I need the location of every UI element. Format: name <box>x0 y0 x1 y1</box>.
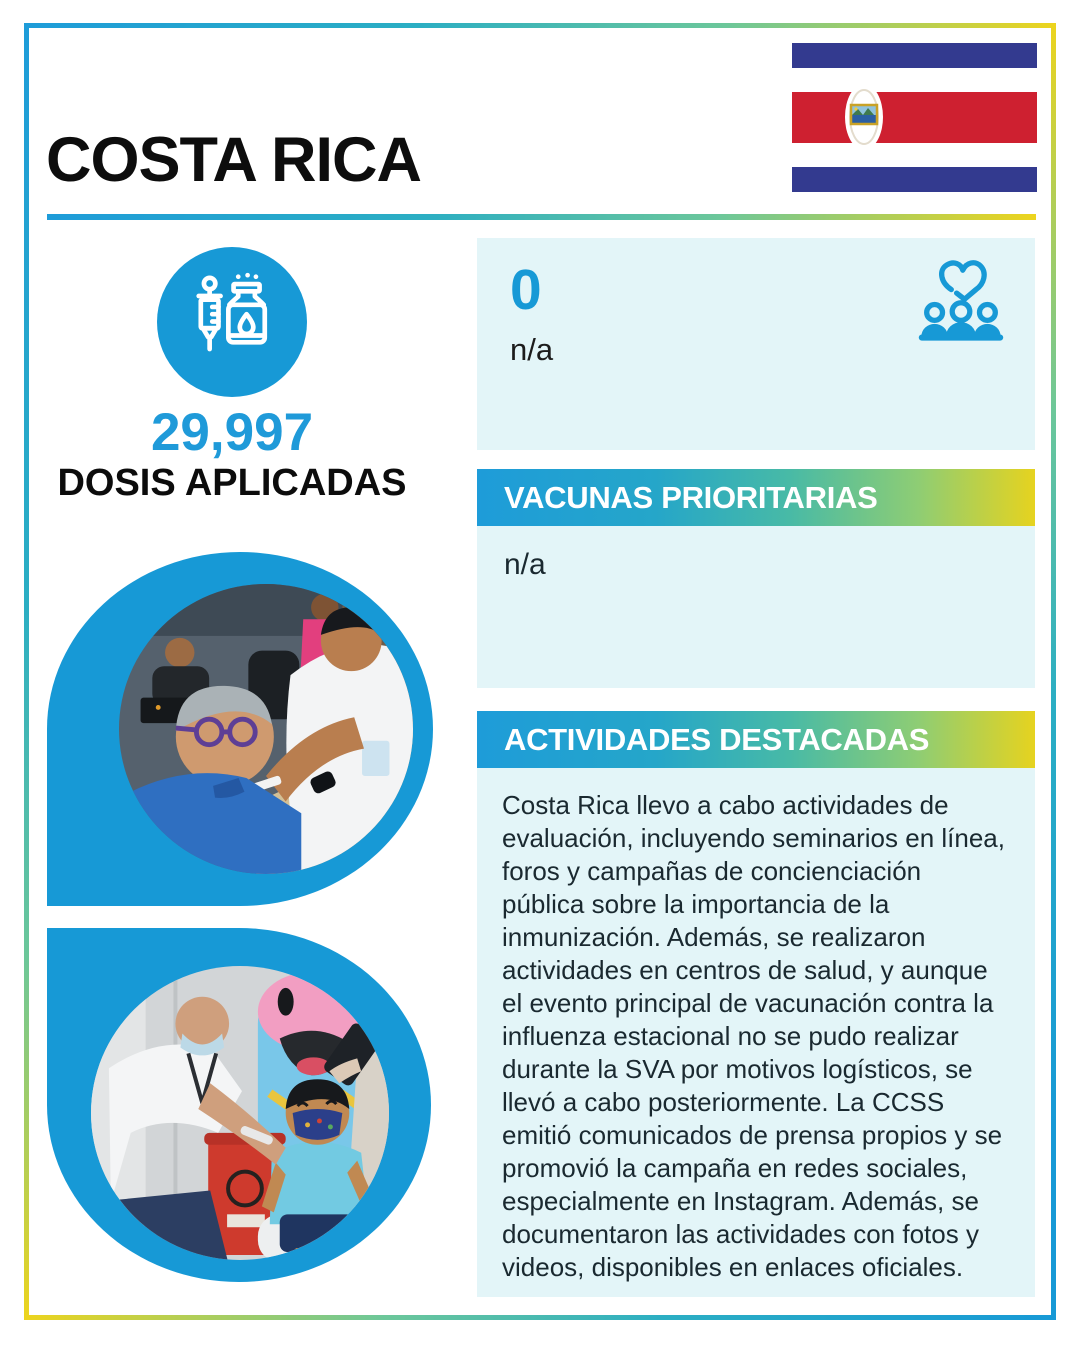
stat-value: 0 <box>510 258 542 322</box>
doses-value: 29,997 <box>150 403 314 462</box>
frame-border-bottom <box>24 1315 1056 1320</box>
flag-stripe-white-top <box>792 68 1037 93</box>
section-text: Costa Rica llevo a cabo actividades de evaluación, incluyendo seminarios en línea, foros y campañas de concienciación pública sobre la importancia de la inmunización. Además, se realizaron actividades en centros de salud, y aunque el evento principal de vacunación contra la influenza estacional no se pudo realizar durante la SVA por motivos logísticos, se llevó a cabo posteriormente. La CCSS emitió comunicados de prensa propios y se promovió la campaña en redes sociales, especialmente en Instagram. Además, se documentaron las actividades con fotos y videos, disponibles en enlaces oficiales. <box>502 790 1005 1282</box>
section-title: VACUNAS PRIORITARIAS <box>504 480 878 515</box>
syringe-vial-icon <box>180 266 284 378</box>
flag-coat-of-arms <box>844 82 884 152</box>
section-text: n/a <box>504 548 546 581</box>
section-header-vacunas-prioritarias <box>477 469 1035 526</box>
costa-rica-flag <box>792 43 1037 192</box>
doses-badge <box>157 247 307 397</box>
section-body-actividades-destacadas <box>477 768 1035 1297</box>
frame-border-top <box>24 23 1056 28</box>
doses-label: DOSIS APLICADAS <box>57 462 407 504</box>
header-divider <box>47 214 1036 220</box>
frame-border-right <box>1051 23 1056 1320</box>
flag-stripe-blue-top <box>792 43 1037 68</box>
photo-child-vaccination <box>91 966 389 1260</box>
reached-population-card <box>477 238 1035 450</box>
section-body-vacunas-prioritarias <box>477 526 1035 688</box>
photo-adult-vaccination <box>119 584 413 874</box>
photo-bubble-adult-vaccination <box>47 552 433 906</box>
frame-border-left <box>24 23 29 1320</box>
section-title: ACTIVIDADES DESTACADAS <box>504 722 930 757</box>
page-title: COSTA RICA <box>46 125 421 195</box>
section-header-actividades-destacadas <box>477 711 1035 768</box>
flag-stripe-blue-bottom <box>792 167 1037 192</box>
stat-note: n/a <box>510 332 554 367</box>
flag-stripe-red <box>792 92 1037 143</box>
photo-bubble-child-vaccination <box>47 928 431 1282</box>
flag-stripe-white-bottom <box>792 143 1037 168</box>
community-heart-icon <box>917 254 1005 348</box>
